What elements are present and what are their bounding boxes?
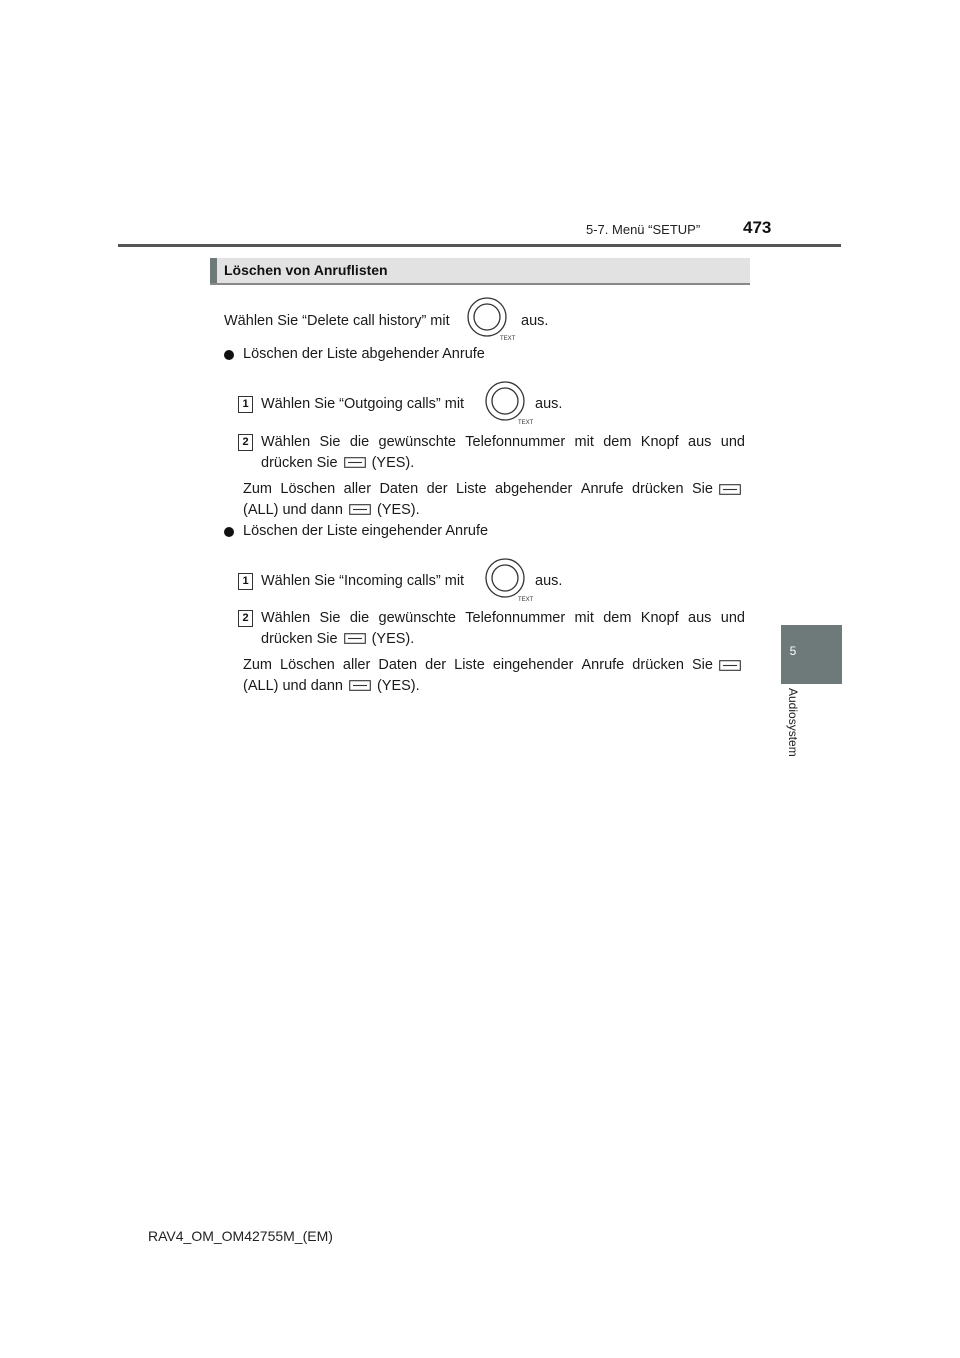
manual-code: RAV4_OM_OM42755M_(EM): [148, 1228, 333, 1244]
incoming-note-line2: (ALL) und dann (YES).: [243, 678, 420, 694]
incoming-step1-after: aus.: [535, 573, 563, 589]
outgoing-heading: Löschen der Liste abgehender Anrufe: [243, 346, 485, 362]
chapter-number: 5: [789, 644, 797, 658]
soft-key-icon: [719, 660, 741, 671]
incoming-step2-line1: Wählen Sie die gewünschte Telefonnummer mit dem Knopf aus und: [261, 610, 745, 626]
soft-key-icon: [719, 484, 741, 495]
incoming-heading: Löschen der Liste eingehender Anrufe: [243, 523, 489, 539]
soft-key-icon: [349, 680, 371, 691]
section-title: Löschen von Anruflisten: [224, 262, 388, 278]
incoming-note-line1: Zum Löschen aller Daten der Liste eingehender Anrufe drücken Sie: [243, 657, 713, 673]
soft-key-icon: [349, 504, 371, 515]
tune-knob-icon: [480, 381, 534, 425]
intro-line-before: Wählen Sie “Delete call history” mit: [224, 313, 450, 329]
bullet-dot: [224, 350, 234, 360]
incoming-step2-line2: drücken Sie (YES).: [261, 631, 415, 647]
soft-key-icon: [344, 457, 366, 468]
outgoing-note-line1: Zum Löschen aller Daten der Liste abgehender Anrufe drücken Sie: [243, 481, 713, 497]
soft-key-icon: [344, 633, 366, 644]
step-number-box: 2: [238, 434, 253, 451]
incoming-step1-before: Wählen Sie “Incoming calls” mit: [261, 573, 465, 589]
page-number: 473: [743, 218, 772, 237]
svg-text:TEXT: TEXT: [500, 336, 516, 341]
svg-text:TEXT: TEXT: [518, 597, 534, 602]
section-header: 5-7. Menü “SETUP”: [586, 222, 701, 237]
svg-text:TEXT: TEXT: [518, 420, 534, 425]
header-rule: [118, 244, 841, 247]
outgoing-step2-line1: Wählen Sie die gewünschte Telefonnummer mit dem Knopf aus und: [261, 434, 745, 450]
tune-knob-icon: [462, 297, 516, 341]
chapter-title: Audiosystem: [786, 688, 800, 757]
tune-knob-icon: [480, 558, 534, 602]
outgoing-step1-after: aus.: [535, 396, 563, 412]
step-number-box: 2: [238, 610, 253, 627]
section-title-marker: [210, 258, 217, 283]
bullet-dot: [224, 527, 234, 537]
step-number-box: 1: [238, 573, 253, 590]
outgoing-step1-before: Wählen Sie “Outgoing calls” mit: [261, 396, 465, 412]
intro-line-after: aus.: [521, 313, 549, 329]
outgoing-note-line2: (ALL) und dann (YES).: [243, 502, 420, 518]
step-number-box: 1: [238, 396, 253, 413]
outgoing-step2-line2: drücken Sie (YES).: [261, 455, 415, 471]
section-title-box: [210, 258, 750, 285]
